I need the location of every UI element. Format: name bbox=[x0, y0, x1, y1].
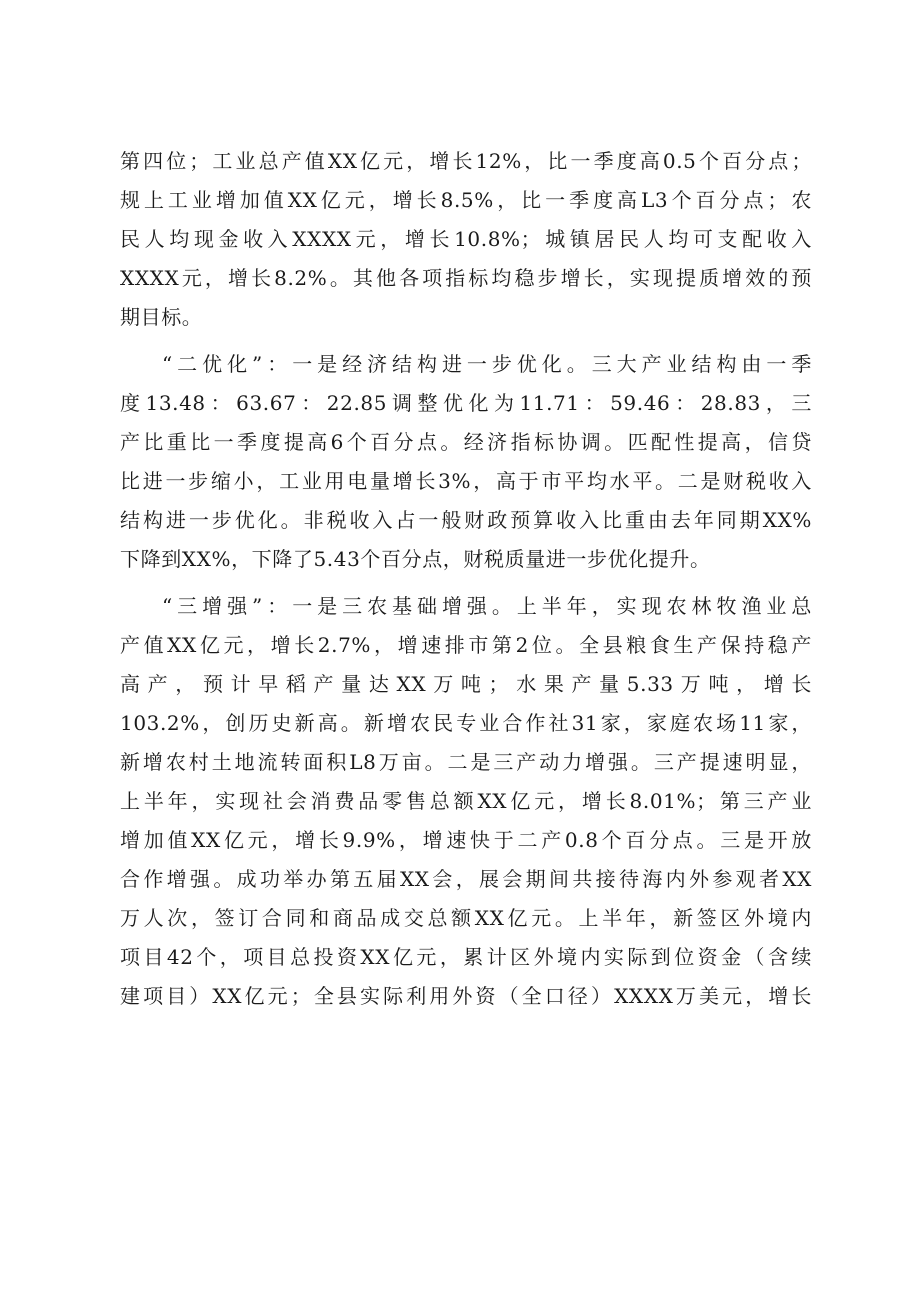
text-line: 增加值XX亿元，增长9.9%，增速快于二产0.8个百分点。三是开放 bbox=[120, 828, 812, 852]
text-line: 规上工业增加值XX亿元，增长8.5%，比一季度高L3个百分点；农 bbox=[120, 188, 812, 212]
paragraph-spacer bbox=[120, 337, 812, 345]
text-line: 结构进一步优化。非税收入占一般财政预算收入比重由去年同期XX% bbox=[120, 508, 812, 532]
text-line: 建项目）XX亿元；全县实际利用外资（全口径）XXXX万美元，增长 bbox=[120, 984, 812, 1008]
text-line: 民人均现金收入XXXX元，增长10.8%；城镇居民人均可支配收入 bbox=[120, 227, 812, 251]
text-line: 103.2%，创历史新高。新增农民专业合作社31家，家庭农场11家， bbox=[120, 711, 812, 735]
text-line: 上半年，实现社会消费品零售总额XX亿元，增长8.01%；第三产业 bbox=[120, 789, 812, 813]
text-line: 新增农村土地流转面积L8万亩。二是三产动力增强。三产提速明显， bbox=[120, 750, 812, 774]
text-line: 期目标。 bbox=[120, 305, 203, 329]
text-line: 下降到XX%，下降了5.43个百分点，财税质量进一步优化提升。 bbox=[120, 547, 711, 571]
document-body bbox=[120, 142, 812, 1016]
paragraph-spacer bbox=[120, 579, 812, 587]
text-line: XXXX元，增长8.2%。其他各项指标均稳步增长，实现提质增效的预 bbox=[120, 266, 812, 290]
text-line: “二优化”：一是经济结构进一步优化。三大产业结构由一季 bbox=[162, 352, 812, 376]
text-line: 比进一步缩小，工业用电量增长3%，高于市平均水平。二是财税收入 bbox=[120, 469, 812, 493]
paragraph-2 bbox=[120, 345, 812, 579]
text-line: 第四位；工业总产值XX亿元，增长12%，比一季度高0.5个百分点； bbox=[120, 149, 812, 173]
text-line: 度13.48：63.67：22.85调整优化为11.71：59.46：28.83，三 bbox=[120, 391, 812, 415]
text-line: 产比重比一季度提高6个百分点。经济指标协调。匹配性提高，信贷 bbox=[120, 430, 812, 454]
text-line: 项目42个，项目总投资XX亿元，累计区外境内实际到位资金（含续 bbox=[120, 945, 812, 969]
text-line: 产值XX亿元，增长2.7%，增速排市第2位。全县粮食生产保持稳产 bbox=[120, 633, 812, 657]
paragraph-1 bbox=[120, 142, 812, 337]
text-line: 合作增强。成功举办第五届XX会，展会期间共接待海内外参观者XX bbox=[120, 867, 812, 891]
text-line: “三增强”：一是三农基础增强。上半年，实现农林牧渔业总 bbox=[162, 594, 812, 618]
text-line: 万人次，签订合同和商品成交总额XX亿元。上半年，新签区外境内 bbox=[120, 906, 812, 930]
paragraph-3 bbox=[120, 587, 812, 1016]
text-line: 高产，预计早稻产量达XX万吨；水果产量5.33万吨，增长 bbox=[120, 672, 812, 696]
